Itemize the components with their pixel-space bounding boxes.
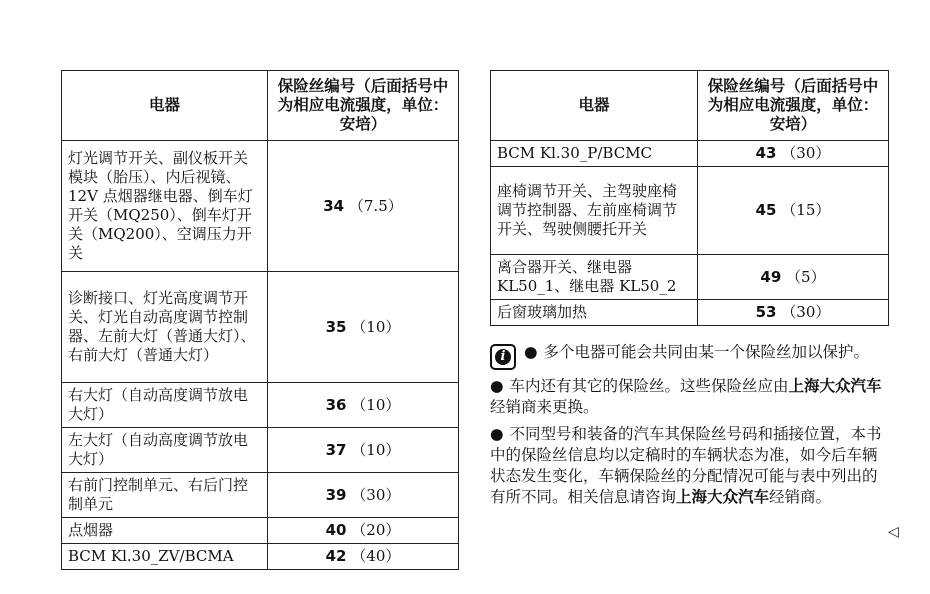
fuse-cell [698,167,889,255]
notes-section [490,342,890,514]
fuse-cell [698,300,889,326]
fuse-number: 36 [325,395,347,414]
table-header-row [491,71,889,141]
fuse-number: 53 [755,303,777,321]
device-cell: 右大灯（自动高度调节放电大灯） [62,383,268,428]
fuse-cell [268,544,459,570]
device-cell: 离合器开关、继电器 KL50_1、继电器 KL50_2 [491,255,698,300]
header-device: 电器 [491,71,698,141]
device-cell: 后窗玻璃加热 [491,300,698,326]
fuse-cell [698,141,889,167]
info-icon: i [490,344,516,370]
fuse-amperage: （30） [351,485,401,504]
table-row [62,383,459,428]
table-row [62,272,459,383]
fuse-cell [268,141,459,272]
table-header-row [62,71,459,141]
header-fuse: 保险丝编号（后面括号中为相应电流强度，单位：安培） [268,71,459,141]
fuse-cell [698,255,889,300]
table-row [62,544,459,570]
table-row [62,473,459,518]
fuse-number: 45 [755,201,777,219]
fuse-cell [268,383,459,428]
device-cell: 右前门控制单元、右后门控制单元 [62,473,268,518]
brand-text: 上海大众汽车 [676,488,770,506]
header-fuse: 保险丝编号（后面括号中为相应电流强度，单位：安培） [698,71,889,141]
fuse-amperage: （20） [351,521,401,539]
brand-text: 上海大众汽车 [788,377,882,395]
fuse-cell [268,473,459,518]
fuse-amperage: （15） [781,201,831,219]
table-row [491,300,889,326]
fuse-number: 42 [325,547,347,565]
note-3: ● 不同型号和装备的汽车其保险丝号码和插接位置，本书中的保险丝信息均以定稿时的车辆状态为准，如今后车辆状态发生变化，车辆保险丝的分配情况可能与表中列出的有所不同。相关信息请咨询上海大众汽车经销商。 [490,425,882,506]
fuse-number: 40 [325,521,347,539]
fuse-amperage: （10） [351,317,401,336]
fuse-number: 39 [325,485,347,504]
fuse-number: 37 [325,440,347,459]
fuse-amperage: （7.5） [348,196,403,215]
fuse-amperage: （5） [786,267,826,286]
fuse-amperage: （10） [351,440,401,459]
fuse-number: 34 [323,196,345,215]
device-cell: BCM Kl.30_P/BCMC [491,141,698,167]
fuse-table-right [490,70,889,326]
fuse-amperage: （30） [781,144,831,162]
back-arrow-icon[interactable]: ◁ [888,524,899,540]
fuse-cell [268,428,459,473]
fuse-amperage: （30） [781,303,831,321]
device-cell: 点烟器 [62,518,268,544]
table-row [62,141,459,272]
fuse-amperage: （40） [351,547,401,565]
header-device: 电器 [62,71,268,141]
table-row [62,518,459,544]
fuse-number: 49 [760,267,782,286]
note-text: ● 多个电器可能会共同由某一个保险丝加以保护。 [524,343,870,361]
note-2: ● 车内还有其它的保险丝。这些保险丝应由上海大众汽车经销商来更换。 [490,377,882,416]
fuse-number: 35 [325,317,347,336]
device-cell: 座椅调节开关、主驾驶座椅调节控制器、左前座椅调节开关、驾驶侧腰托开关 [491,167,698,255]
table-row [491,255,889,300]
fuse-number: 43 [755,144,777,162]
device-cell: 诊断接口、灯光高度调节开关、灯光自动高度调节控制器、左前大灯（普通大灯）、右前大灯（普通大灯） [62,272,268,383]
device-cell: 左大灯（自动高度调节放电大灯） [62,428,268,473]
table-row [491,141,889,167]
device-cell: BCM Kl.30_ZV/BCMA [62,544,268,570]
table-row [62,428,459,473]
device-cell: 灯光调节开关、副仪板开关模块（胎压）、内后视镜、12V 点烟器继电器、倒车灯开关（MQ250）、倒车灯开关（MQ200）、空调压力开关 [62,141,268,272]
note-info [490,342,890,370]
fuse-table-left [61,70,459,570]
fuse-cell [268,272,459,383]
fuse-amperage: （10） [351,395,401,414]
note-1: 多个电器可能会共同由某一个保险丝加以保护。 [543,343,870,361]
fuse-cell [268,518,459,544]
table-row [491,167,889,255]
